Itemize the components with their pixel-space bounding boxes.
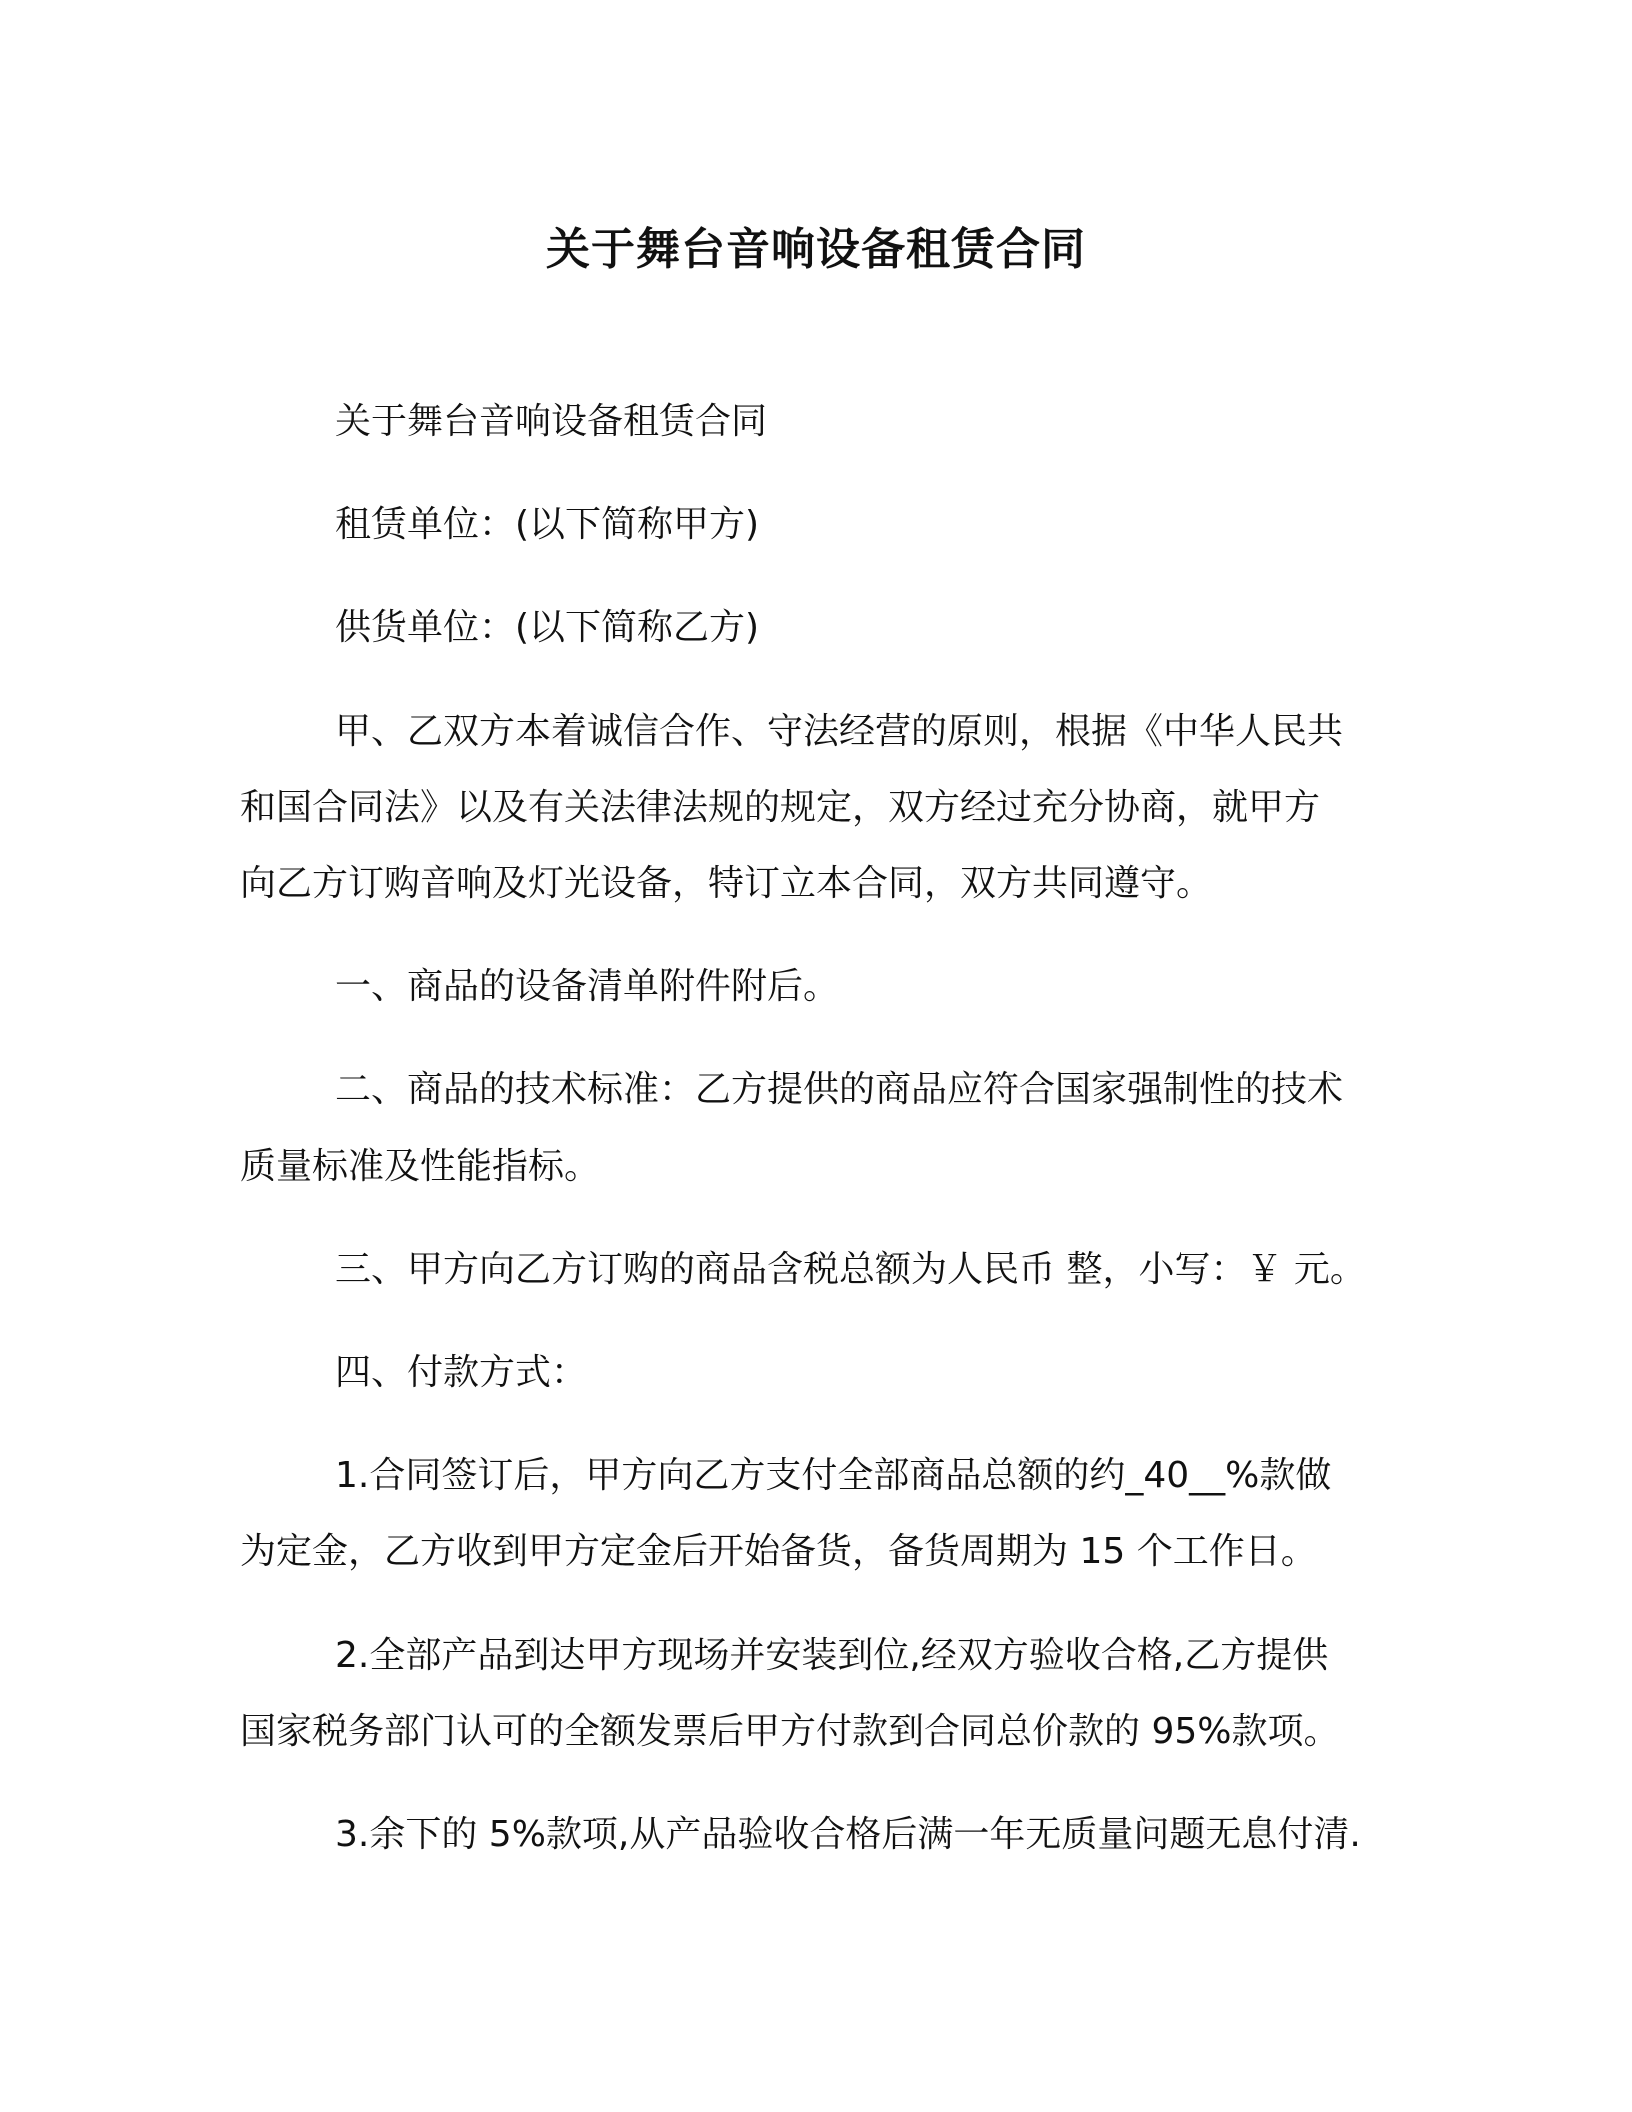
supplier-line: 供货单位：(以下简称乙方) (335, 607, 760, 648)
payment-term-1-line-1: 1.合同签订后，甲方向乙方支付全部商品总额的约_40__%款做 (335, 1455, 1332, 1496)
clause-1: 一、商品的设备清单附件附后。 (335, 966, 840, 1007)
lessee-line: 租赁单位：(以下简称甲方) (335, 504, 760, 545)
payment-term-1-line-2: 为定金，乙方收到甲方定金后开始备货，备货周期为 15 个工作日。 (240, 1531, 1317, 1572)
intro-paragraph-line-2: 和国合同法》以及有关法律法规的规定，双方经过充分协商，就甲方 (240, 787, 1321, 828)
clause-2-line-1: 二、商品的技术标准：乙方提供的商品应符合国家强制性的技术 (335, 1069, 1344, 1110)
document-title: 关于舞台音响设备租赁合同 (546, 224, 1086, 275)
intro-paragraph-line-3: 向乙方订购音响及灯光设备，特订立本合同，双方共同遵守。 (240, 863, 1213, 904)
payment-term-3: 3.余下的 5%款项,从产品验收合格后满一年无质量问题无息付清. (335, 1814, 1361, 1855)
clause-2-line-2: 质量标准及性能指标。 (240, 1146, 601, 1187)
contract-heading: 关于舞台音响设备租赁合同 (335, 401, 768, 442)
payment-term-2-line-2: 国家税务部门认可的全额发票后甲方付款到合同总价款的 95%款项。 (240, 1711, 1340, 1752)
clause-4-heading: 四、付款方式： (335, 1352, 588, 1393)
payment-term-2-line-1: 2.全部产品到达甲方现场并安装到位,经双方验收合格,乙方提供 (335, 1635, 1329, 1676)
intro-paragraph-line-1: 甲、乙双方本着诚信合作、守法经营的原则，根据《中华人民共 (335, 711, 1344, 752)
clause-3: 三、甲方向乙方订购的商品含税总额为人民币 整，小写：￥ 元。 (335, 1249, 1366, 1290)
